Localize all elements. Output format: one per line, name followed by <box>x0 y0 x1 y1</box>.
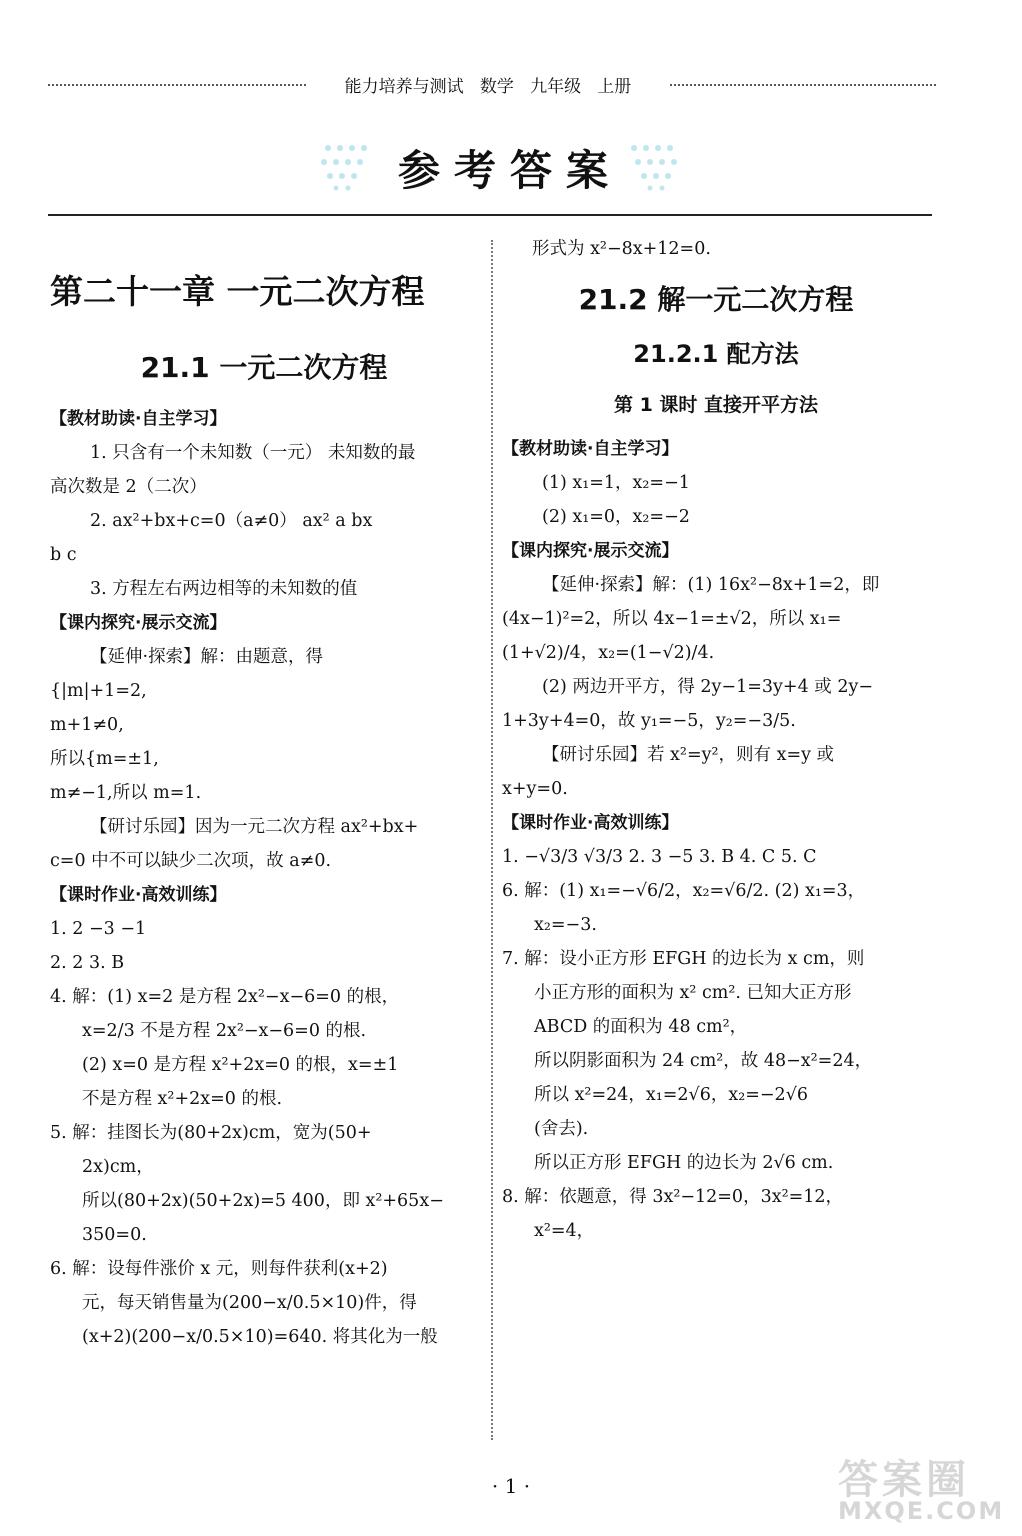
right-answer-lines <box>502 432 930 1248</box>
answer-line: 6. 解：设每件涨价 x 元，则每件获利(x+2) <box>50 1259 388 1279</box>
answer-line: 【延伸·探索】解：由题意，得 <box>90 647 324 667</box>
answer-line: 【研讨乐园】若 x²=y²，则有 x=y 或 <box>542 745 835 765</box>
left-answer-lines <box>50 402 478 1354</box>
section-label: 【课内探究·展示交流】 <box>50 613 227 633</box>
header-dots-right <box>670 84 936 86</box>
column-divider <box>491 240 493 1440</box>
title-dot-ornament-right <box>620 140 680 192</box>
answer-line: (4x−1)²=2，所以 4x−1=±√2，所以 x₁= <box>502 609 842 629</box>
section-label: 【课时作业·高效训练】 <box>502 813 679 833</box>
answer-line: 3. 方程左右两边相等的未知数的值 <box>90 579 358 599</box>
answer-line: 1. −√3/3 √3/3 2. 3 −5 3. B 4. C 5. C <box>502 847 817 867</box>
subsection-heading-21-2-1: 21.2.1 配方法 <box>633 340 799 368</box>
running-header <box>48 72 936 98</box>
answer-line: 1. 只含有一个未知数（一元） 未知数的最 <box>90 443 416 463</box>
continued-line: 形式为 x²−8x+12=0. <box>532 239 711 259</box>
answer-line: (1+√2)/4，x₂=(1−√2)/4. <box>502 643 715 663</box>
answer-line: 所以{m=±1, <box>50 749 159 769</box>
section-heading-21-1: 21.1 一元二次方程 <box>140 351 388 384</box>
answer-line: 所以 x²=24，x₁=2√6，x₂=−2√6 <box>534 1085 808 1105</box>
answer-line: 不是方程 x²+2x=0 的根. <box>82 1089 283 1109</box>
answer-line: 1. 2 −3 −1 <box>50 919 147 939</box>
answer-line: (2) x₁=0，x₂=−2 <box>542 507 690 527</box>
right-column <box>502 232 930 1248</box>
answer-line: m+1≠0, <box>50 715 124 735</box>
chapter-heading: 第二十一章 一元二次方程 <box>50 272 425 311</box>
answer-line: 【延伸·探索】解：(1) 16x²−8x+1=2，即 <box>542 575 880 595</box>
page-title-block <box>0 136 1022 206</box>
answer-line: 2x)cm， <box>82 1157 154 1177</box>
answer-line: (x+2)(200−x/0.5×10)=640. 将其化为一般 <box>82 1327 438 1347</box>
watermark-logo <box>838 1448 1014 1528</box>
answer-line: 2. 2 3. B <box>50 953 125 973</box>
answer-line: 2. ax²+bx+c=0（a≠0） ax² a bx <box>90 511 373 531</box>
answer-line: (2) x=0 是方程 x²+2x=0 的根，x=±1 <box>82 1055 399 1075</box>
answer-line: 所以正方形 EFGH 的边长为 2√6 cm. <box>534 1153 834 1173</box>
header-text: 能力培养与测试 数学 九年级 上册 <box>344 77 632 97</box>
answer-line: 所以(80+2x)(50+2x)=5 400，即 x²+65x− <box>82 1191 444 1211</box>
answer-line: 6. 解：(1) x₁=−√6/2，x₂=√6/2. (2) x₁=3， <box>502 881 866 901</box>
answer-line: 【研讨乐园】因为一元二次方程 ax²+bx+ <box>90 817 419 837</box>
answer-line: x₂=−3. <box>534 915 597 935</box>
watermark-text: 答案圈 <box>838 1457 970 1503</box>
section-label: 【教材助读·自主学习】 <box>50 409 227 429</box>
page-title: 参考答案 <box>397 146 622 195</box>
answer-line: x²=4， <box>534 1221 595 1241</box>
title-rule <box>48 214 932 216</box>
header-dots-left <box>48 84 306 86</box>
answer-line: (2) 两边开平方，得 2y−1=3y+4 或 2y− <box>542 677 874 697</box>
answer-line: {|m|+1=2, <box>50 681 147 701</box>
watermark-url: MXQE.COM <box>838 1497 1005 1525</box>
answer-line: ABCD 的面积为 48 cm²， <box>534 1017 748 1037</box>
answer-line: m≠−1,所以 m=1. <box>50 783 202 803</box>
title-dot-ornament-left <box>318 140 378 192</box>
answer-line: 8. 解：依题意，得 3x²−12=0，3x²=12， <box>502 1187 844 1207</box>
answer-line: 7. 解：设小正方形 EFGH 的边长为 x cm，则 <box>502 949 865 969</box>
answer-line: (1) x₁=1，x₂=−1 <box>542 473 690 493</box>
lesson-heading: 第 1 课时 直接开平方法 <box>613 394 819 416</box>
section-heading-21-2: 21.2 解一元二次方程 <box>578 283 854 316</box>
answer-line: 4. 解：(1) x=2 是方程 2x²−x−6=0 的根， <box>50 987 400 1007</box>
section-label: 【教材助读·自主学习】 <box>502 439 679 459</box>
answer-line: x=2/3 不是方程 2x²−x−6=0 的根. <box>82 1021 367 1041</box>
answer-line: c=0 中不可以缺少二次项，故 a≠0. <box>50 851 332 871</box>
answer-line: 高次数是 2（二次） <box>50 477 207 497</box>
answer-line: x+y=0. <box>502 779 568 799</box>
answer-line: 350=0. <box>82 1225 147 1245</box>
section-label: 【课内探究·展示交流】 <box>502 541 679 561</box>
page-number: · 1 · <box>491 1474 531 1498</box>
answer-line: 5. 解：挂图长为(80+2x)cm，宽为(50+ <box>50 1123 372 1143</box>
answer-line: b c <box>50 545 77 565</box>
answer-line: (舍去). <box>534 1119 589 1139</box>
answer-line: 1+3y+4=0，故 y₁=−5，y₂=−3/5. <box>502 711 796 731</box>
answer-line: 所以阴影面积为 24 cm²，故 48−x²=24， <box>534 1051 873 1071</box>
left-column <box>50 232 478 1354</box>
section-label: 【课时作业·高效训练】 <box>50 885 227 905</box>
answer-line: 小正方形的面积为 x² cm². 已知大正方形 <box>534 983 852 1003</box>
answer-line: 元，每天销售量为(200−x/0.5×10)件，得 <box>82 1293 417 1313</box>
